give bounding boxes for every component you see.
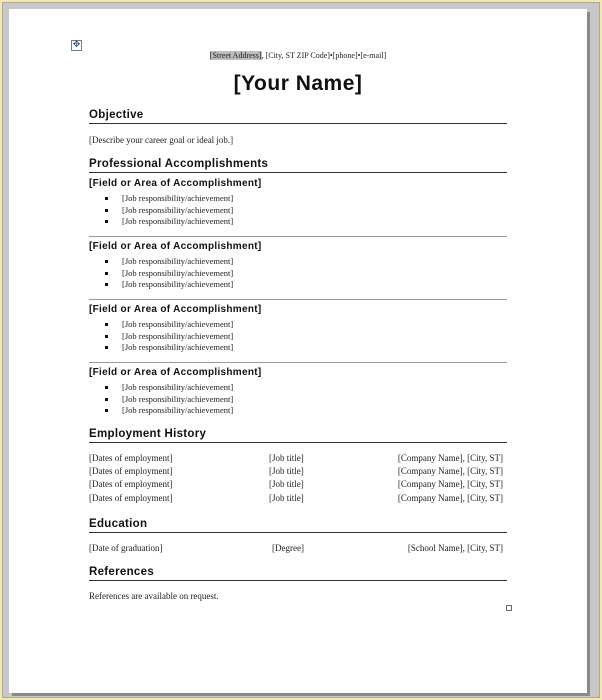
list-item[interactable]: [Job responsibility/achievement] [105, 216, 233, 228]
list-item[interactable]: [Job responsibility/achievement] [105, 331, 233, 343]
employment-dates[interactable]: [Dates of employment] [89, 493, 173, 503]
company-name[interactable]: [Company Name], [City, ST] [397, 466, 503, 476]
table-row [89, 453, 503, 466]
job-title[interactable]: [Job title] [269, 453, 304, 463]
group-divider [89, 362, 507, 363]
list-item[interactable]: [Job responsibility/achievement] [105, 193, 233, 205]
contact-line [9, 51, 587, 60]
objective-text[interactable]: [Describe your career goal or ideal job.] [89, 135, 234, 145]
employment-dates[interactable]: [Dates of employment] [89, 479, 173, 489]
list-item[interactable]: [Job responsibility/achievement] [105, 319, 233, 331]
employment-dates[interactable]: [Dates of employment] [89, 453, 173, 463]
list-item[interactable]: [Job responsibility/achievement] [105, 342, 233, 354]
education-heading: Education [89, 518, 507, 533]
job-title[interactable]: [Job title] [269, 479, 304, 489]
contact-details[interactable]: , [City, ST ZIP Code]•[phone]•[e-mail] [261, 51, 387, 60]
list-item[interactable]: [Job responsibility/achievement] [105, 205, 233, 217]
table-row [89, 543, 503, 556]
job-title[interactable]: [Job title] [269, 493, 304, 503]
accomplishment-list [105, 319, 233, 354]
employment-heading: Employment History [89, 428, 507, 443]
graduation-date[interactable]: [Date of graduation] [89, 543, 163, 553]
company-name[interactable]: [Company Name], [City, ST] [397, 453, 503, 463]
company-name[interactable]: [Company Name], [City, ST] [397, 479, 503, 489]
company-name[interactable]: [Company Name], [City, ST] [397, 493, 503, 503]
references-text[interactable]: References are available on request. [89, 591, 219, 601]
table-row [89, 479, 503, 492]
your-name[interactable]: [Your Name] [233, 72, 363, 95]
degree[interactable]: [Degree] [272, 543, 304, 553]
end-of-cell-mark-icon [506, 605, 512, 611]
list-item[interactable]: [Job responsibility/achievement] [105, 394, 233, 406]
list-item[interactable]: [Job responsibility/achievement] [105, 382, 233, 394]
accomplishment-field[interactable]: [Field or Area of Accomplishment] [89, 178, 262, 189]
group-divider [89, 236, 507, 237]
accomplishment-field[interactable]: [Field or Area of Accomplishment] [89, 241, 262, 252]
accomplishments-heading: Professional Accomplishments [89, 158, 507, 173]
job-title[interactable]: [Job title] [269, 466, 304, 476]
table-row [89, 493, 503, 506]
group-divider [89, 299, 507, 300]
employment-dates[interactable]: [Dates of employment] [89, 466, 173, 476]
document-page[interactable] [9, 9, 587, 693]
accomplishment-field[interactable]: [Field or Area of Accomplishment] [89, 367, 262, 378]
accomplishment-list [105, 193, 233, 228]
references-heading: References [89, 566, 507, 581]
document-frame [2, 2, 600, 698]
table-move-handle-icon[interactable]: ✥ [72, 40, 81, 50]
school-name[interactable]: [School Name], [City, ST] [407, 543, 503, 553]
street-address[interactable]: [Street Address] [209, 51, 262, 60]
accomplishment-list [105, 382, 233, 417]
list-item[interactable]: [Job responsibility/achievement] [105, 279, 233, 291]
list-item[interactable]: [Job responsibility/achievement] [105, 268, 233, 280]
list-item[interactable]: [Job responsibility/achievement] [105, 256, 233, 268]
accomplishment-field[interactable]: [Field or Area of Accomplishment] [89, 304, 262, 315]
table-row [89, 466, 503, 479]
objective-heading: Objective [89, 109, 507, 124]
list-item[interactable]: [Job responsibility/achievement] [105, 405, 233, 417]
accomplishment-list [105, 256, 233, 291]
